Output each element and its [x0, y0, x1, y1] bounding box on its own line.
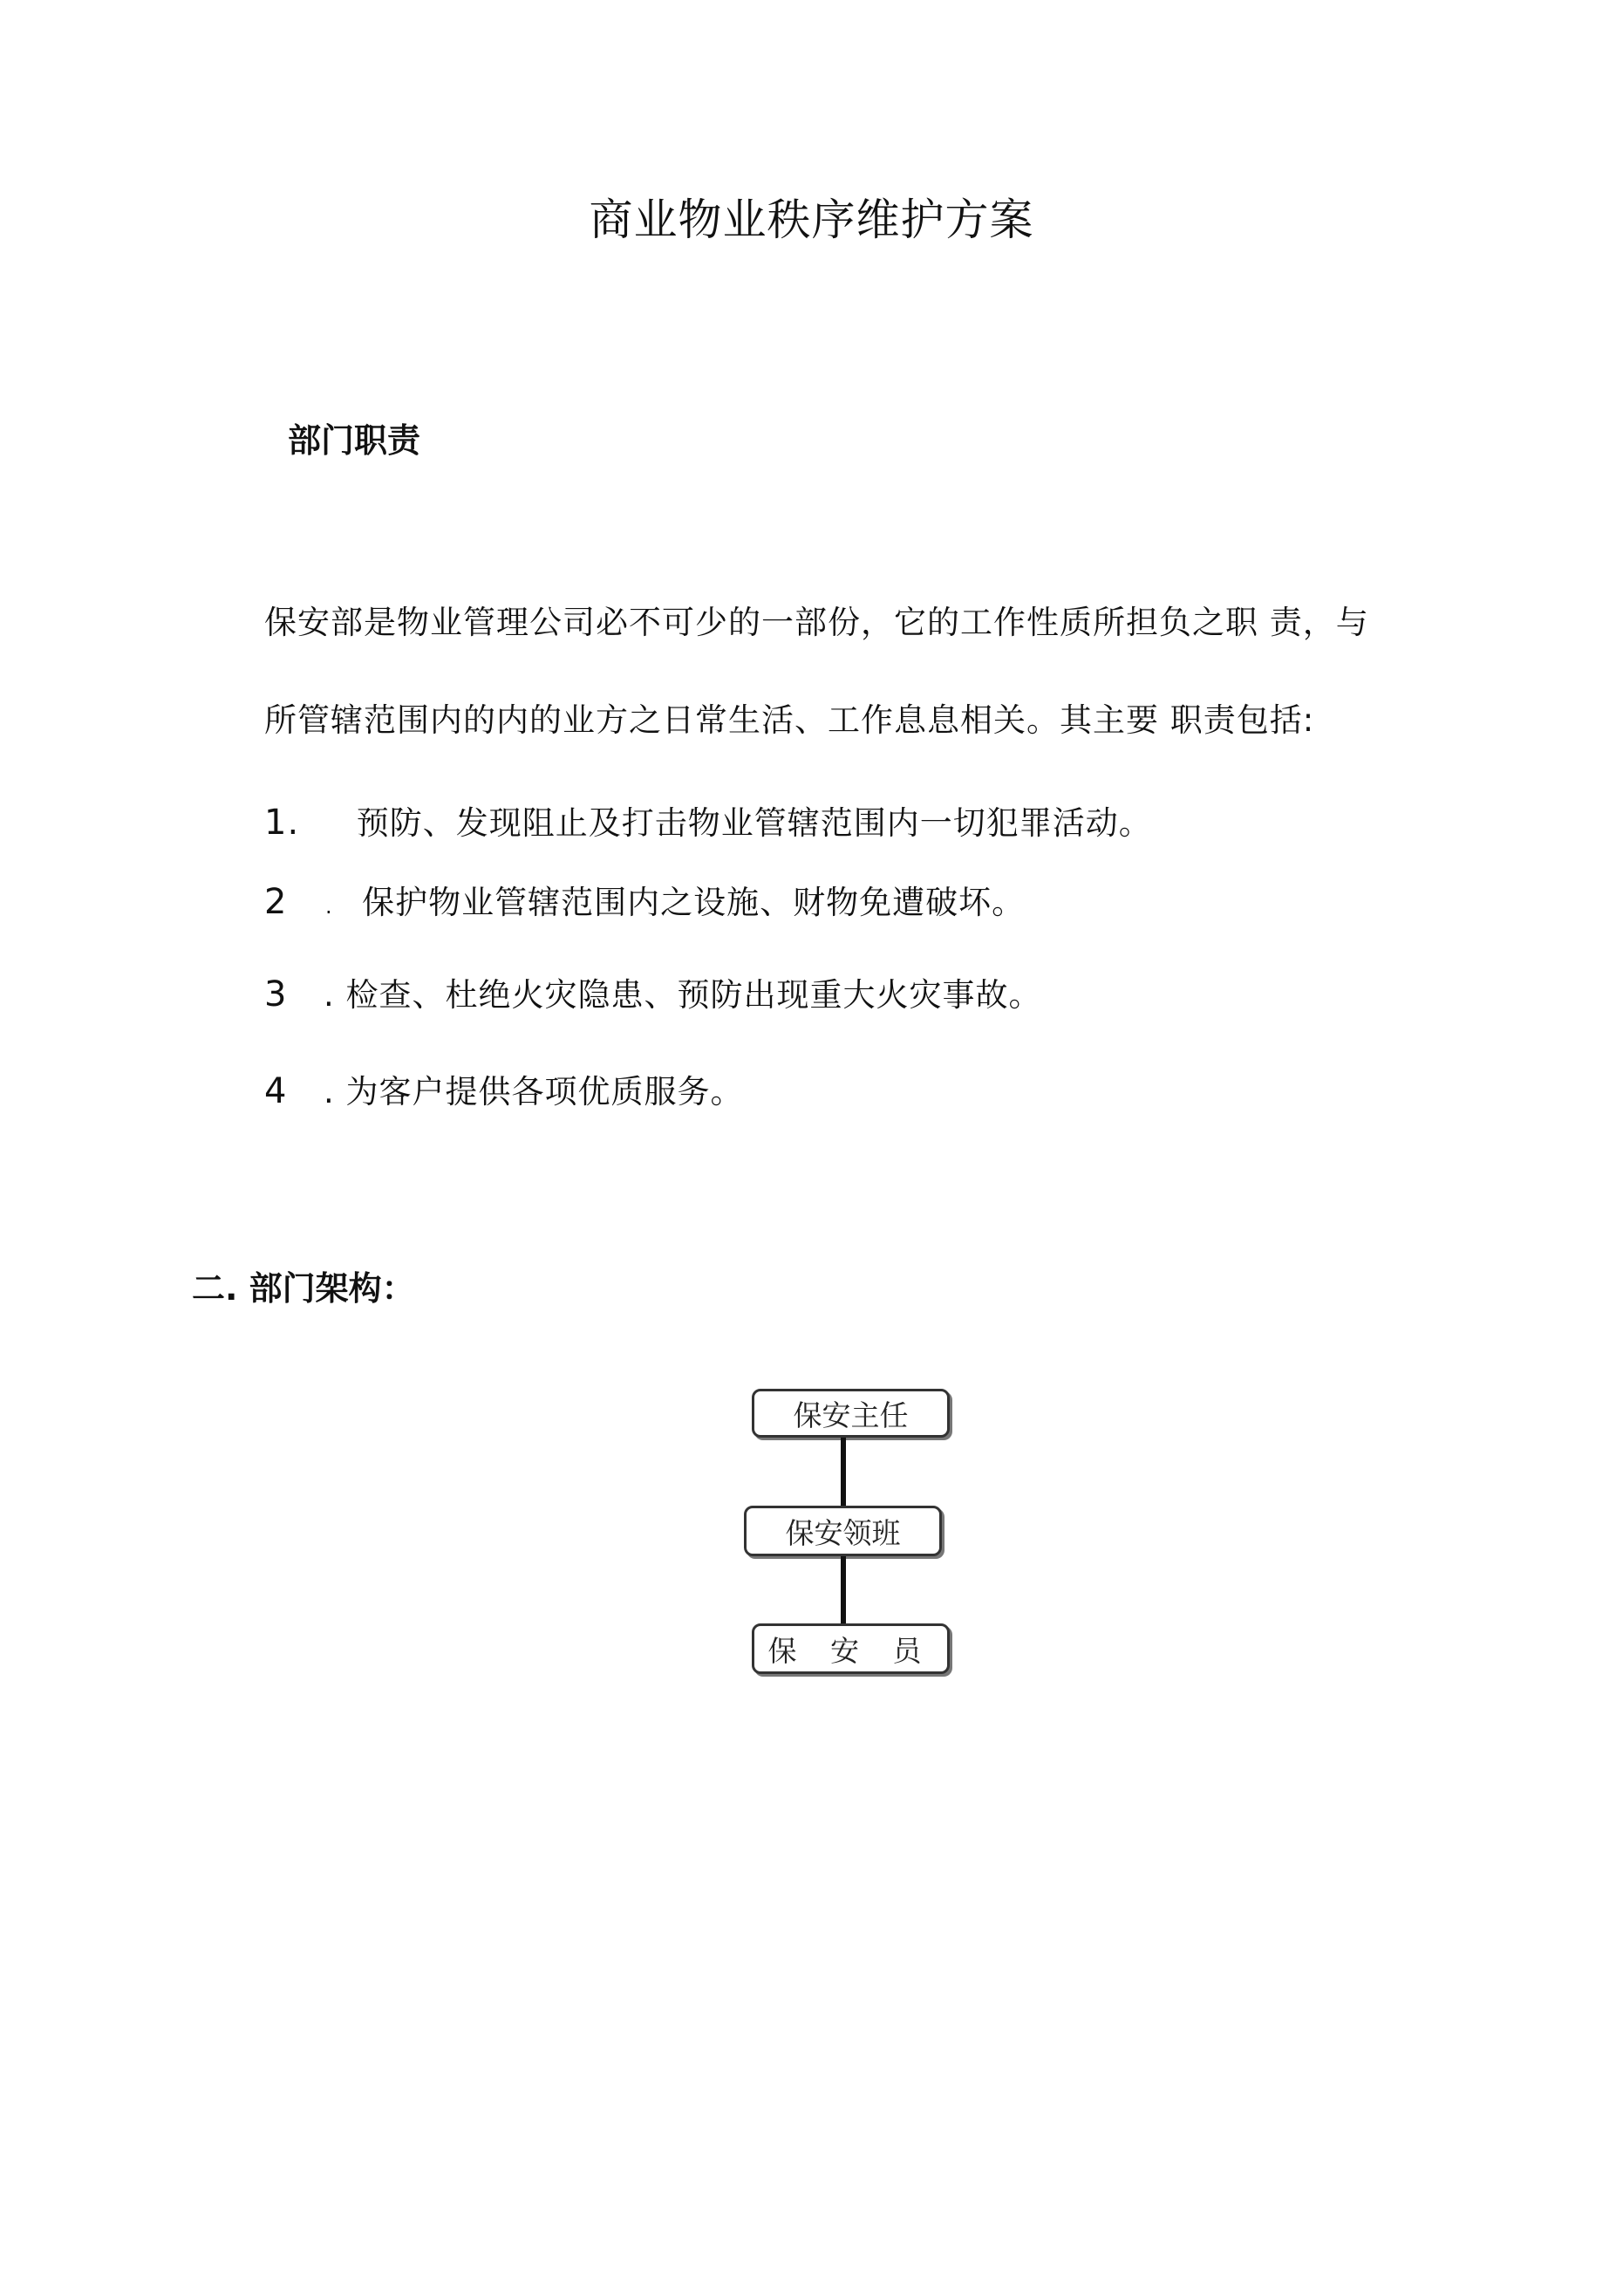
intro-paragraph-line-2: 所管辖范围内的内的业方之日常生活、工作息息相关。其主要 职责包括:	[264, 701, 1315, 739]
list-separator: .	[323, 976, 335, 1014]
list-text: 保护物业管辖范围内之设施、财物免遭破坏。	[362, 884, 1026, 921]
duty-list-item	[264, 796, 1152, 844]
org-connector-line	[841, 1438, 846, 1506]
org-node-team-leader	[744, 1506, 942, 1556]
section-heading-duties: 部门职责	[288, 421, 421, 460]
list-number: 3	[264, 974, 288, 1015]
list-separator: .	[324, 894, 333, 919]
org-node-guard	[752, 1623, 950, 1674]
list-number: 4	[264, 1071, 288, 1111]
duty-list-item	[264, 968, 1042, 1015]
duty-list-item	[264, 876, 1025, 923]
org-node-label: 保安领班	[785, 1515, 901, 1550]
section-heading-structure: 二. 部门架构：	[192, 1269, 415, 1308]
list-text: 预防、发现阻止及打击物业管辖范围内一切犯罪活动。	[356, 804, 1152, 842]
list-separator: .	[323, 1073, 335, 1110]
list-number: 2	[264, 882, 288, 922]
list-text: 为客户提供各项优质服务。	[345, 1073, 744, 1110]
intro-paragraph-line-1: 保安部是物业管理公司必不可少的一部份，它的工作性质所担负之职 责，与	[264, 604, 1369, 641]
document-title: 商业物业秩序维护方案	[589, 195, 1034, 245]
org-connector-line	[841, 1556, 846, 1626]
list-number: 1.	[264, 803, 300, 843]
list-text: 检查、杜绝火灾隐患、预防出现重大火灾事故。	[345, 976, 1042, 1014]
org-node-supervisor	[752, 1389, 950, 1438]
duty-list-item	[264, 1065, 744, 1112]
org-node-label: 保 安 员	[767, 1633, 934, 1668]
org-node-label: 保安主任	[793, 1397, 909, 1432]
